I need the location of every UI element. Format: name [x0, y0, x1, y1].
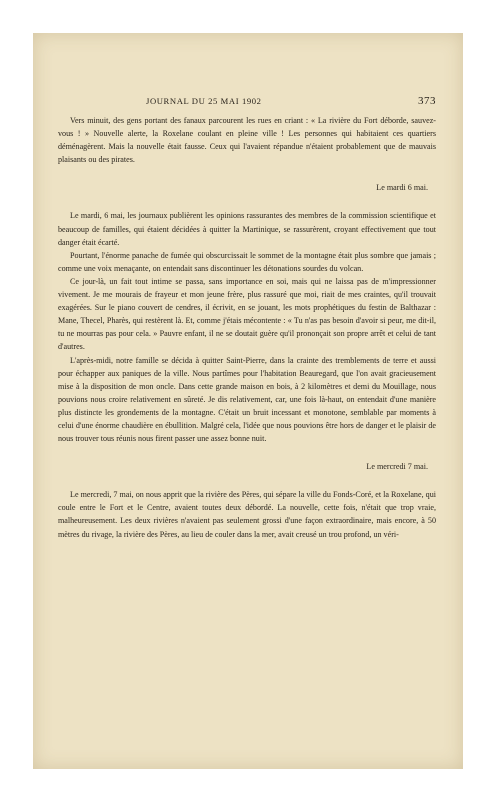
paragraph-rivers: Le mercredi, 7 mai, on nous apprit que la rivière des Pères, qui sépare la ville du Fonds-Coré, et la Roxelane, qui coule entre le Fort et le Centre, avaient toutes deux débordé. La nouvelle, cette fois, n'était que trop vraie, malheureusement. Les deux rivières n'avaient pas seulement grossi d'une façon extraordinaire, mais encore, à 50 mètres du rivage, la rivière des Pères, au lieu de couler dans la mer, avait creusé un trou profond, un véri- [58, 490, 436, 539]
paragraph-night-alert: Vers minuit, des gens portant des fanaux parcourent les rues en criant : « La rivière du Fort déborde, sauvez-vous ! » Nouvelle alerte, la Roxelane coulant en pleine ville ! Les personnes qui habitaient ces quartiers déménagèrent. Mais la nouvelle était fausse. Ceux qui l'avaient répandue n'étaient probablement que de mauvais plaisants ou des pirates. [58, 116, 436, 165]
page-header [58, 95, 436, 108]
paragraph-brother: Ce jour-là, un fait tout intime se passa, sans importance en soi, mais qui ne laissa pas de m'impressionner vivement. Je me mourais de frayeur et mon jeune frère, plus rassuré que moi, riait de mes craintes, qu'il trouvait exagérées. Sur le piano couvert de cendres, il écrivit, en se jouant, les mots prophétiques du festin de Balthazar : Mane, Thecel, Pharès, qui restèrent là. Et, comme j'étais mécontente : « Tu n'as pas besoin d'avoir si peur, me dit-il, tu ne mourras pas pour cela. » Pauvre enfant, il ne se doutait guère qu'il prononçait son propre arrêt et celui de tant d'autres. [58, 276, 436, 352]
page-number: 373 [418, 95, 436, 107]
paragraph-afternoon: L'après-midi, notre famille se décida à quitter Saint-Pierre, dans la crainte des tremblements de terre et aussi pour échapper aux paniques de la ville. Nous partîmes pour l'habitation Beauregard, que l'on avait gracieusement mise à la disposition de mon oncle. Dans cette grande maison en bois, à 2 kilomètres et demi du Mouillage, nous pouvions nous croire relativement en sûreté. Je dis relativement, car, une fois là-haut, on entendait d'une manière plus distincte les grondements de la montagne. C'était un bruit incessant et monotone, semblable par moments à celui d'une énorme chaudière en ébullition. Malgré cela, l'idée que nous pouvions être hors de danger et le plaisir de nous trouver tous réunis nous firent passer une assez bonne nuit. [58, 355, 436, 444]
dateline-wednesday: Le mercredi 7 mai. [366, 462, 428, 472]
book-page [33, 33, 463, 769]
dateline-tuesday: Le mardi 6 mai. [376, 183, 428, 193]
paragraph-smoke-plume: Pourtant, l'énorme panache de fumée qui obscurcissait le sommet de la montagne était plus sombre que jamais ; comme une voix menaçante, on entendait sans discontinuer les détonations sourdes du volcan. [58, 250, 436, 273]
page-body [58, 114, 436, 541]
paragraph-newspapers: Le mardi, 6 mai, les journaux publièrent les opinions rassurantes des membres de la commission scientifique et beaucoup de familles, qui étaient décidées à quitter la Martinique, se rassurèrent, croyant effectivement que tout danger était écarté. [58, 211, 436, 247]
running-title: JOURNAL DU 25 MAI 1902 [146, 96, 262, 106]
